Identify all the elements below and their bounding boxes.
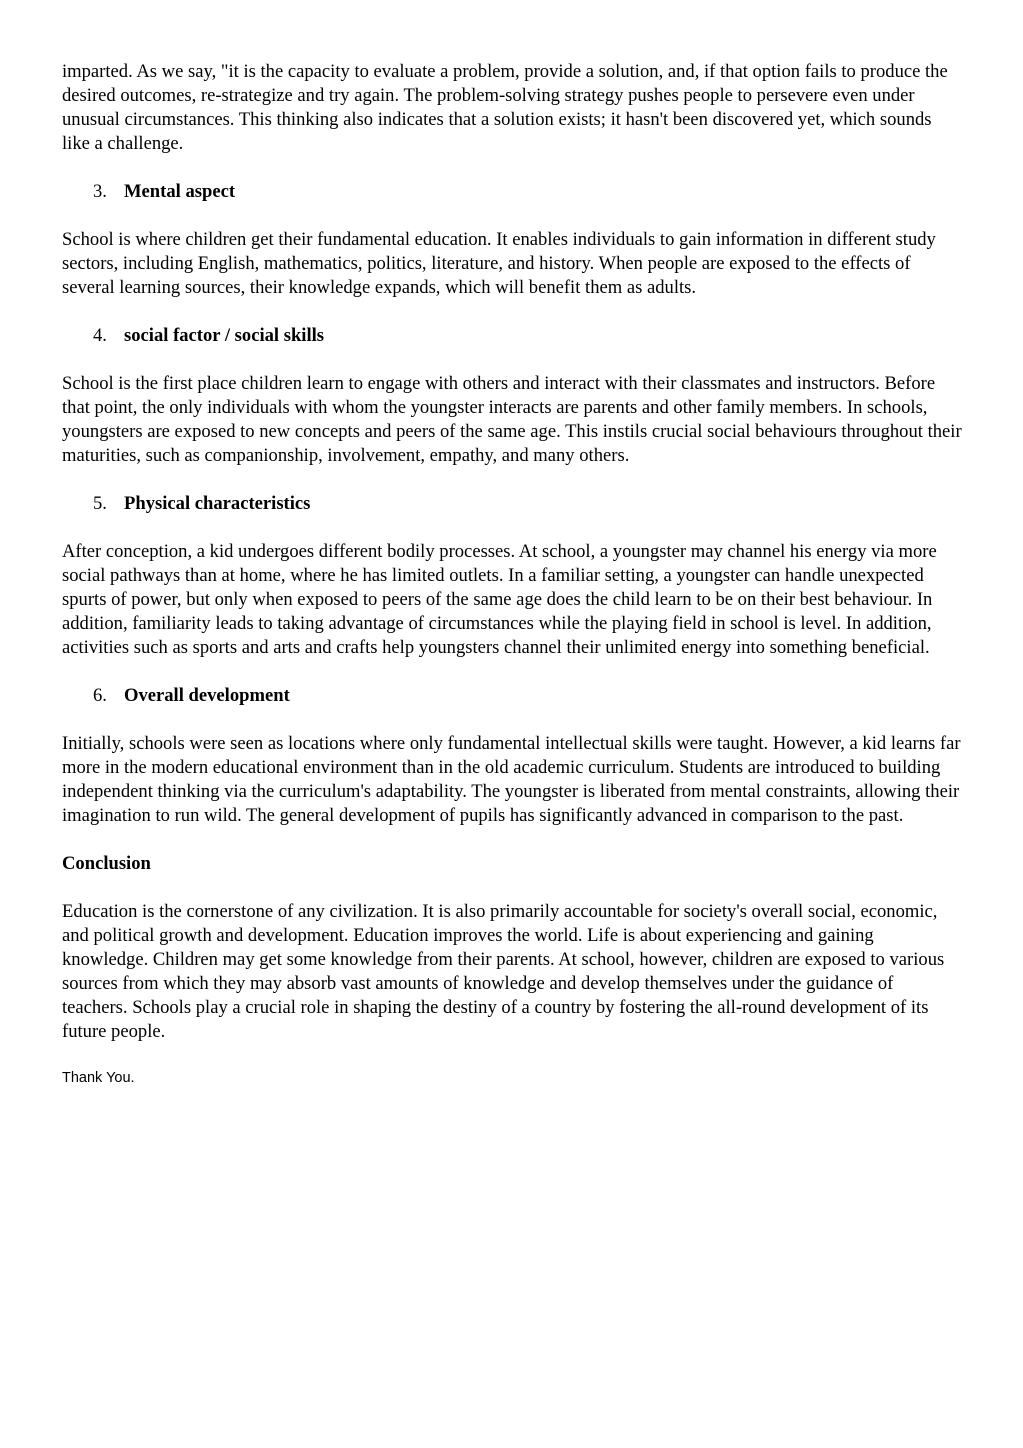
conclusion-heading: Conclusion (62, 853, 151, 874)
section-number: 5. (93, 493, 107, 514)
section-heading-overall-development (62, 684, 962, 708)
section-number: 4. (93, 325, 107, 346)
section-heading-social-skills (62, 324, 962, 348)
section-body-physical-characteristics: After conception, a kid undergoes different bodily processes. At school, a youngster may channel his energy via more social pathways than at home, where he has limited outlets. In a familiar setting, a youngster can handle unexpected spurts of power, but only when exposed to peers of the same age does the child learn to be on their best behaviour. In addition, familiarity leads to taking advantage of circumstances while the playing field in school is level. In addition, activities such as sports and arts and crafts help youngsters channel their unlimited energy into something beneficial. (62, 541, 937, 658)
intro-paragraph: imparted. As we say, "it is the capacity to evaluate a problem, provide a solution, and, if that option fails to produce the desired outcomes, re-strategize and try again. The problem-solving strategy pushes people to persevere even under unusual circumstances. This thinking also indicates that a solution exists; it hasn't been discovered yet, which sounds like a challenge. (62, 61, 948, 154)
section-title: Overall development (124, 685, 290, 706)
section-heading-physical-characteristics (62, 492, 962, 516)
conclusion-body: Education is the cornerstone of any civilization. It is also primarily accountable for society's overall social, economic, and political growth and development. Education improves the world. Life is about experiencing and gaining knowledge. Children may get some knowledge from their parents. At school, however, children are exposed to various sources from which they may absorb vast amounts of knowledge and develop themselves under the guidance of teachers. Schools play a crucial role in shaping the destiny of a country by fostering the all-round development of its future people. (62, 901, 945, 1042)
section-number: 6. (93, 685, 107, 706)
section-title: social factor / social skills (124, 325, 325, 346)
closing-text: Thank You. (62, 1070, 135, 1086)
section-heading-mental-aspect (62, 180, 962, 204)
document-page (62, 60, 962, 1088)
section-body-mental-aspect: School is where children get their fundamental education. It enables individuals to gain information in different study sectors, including English, mathematics, politics, literature, and history. When people are exposed to the effects of several learning sources, their knowledge expands, which will benefit them as adults. (62, 229, 936, 298)
section-title: Physical characteristics (124, 493, 311, 514)
section-number: 3. (93, 181, 107, 202)
section-body-overall-development: Initially, schools were seen as locations where only fundamental intellectual skills were taught. However, a kid learns far more in the modern educational environment than in the old academic curriculum. Students are introduced to building independent thinking via the curriculum's adaptability. The youngster is liberated from mental constraints, allowing their imagination to run wild. The general development of pupils has significantly advanced in comparison to the past. (62, 733, 961, 826)
section-body-social-skills: School is the first place children learn to engage with others and interact with their classmates and instructors. Before that point, the only individuals with whom the youngster interacts are parents and other family members. In schools, youngsters are exposed to new concepts and peers of the same age. This instils crucial social behaviours throughout their maturities, such as companionship, involvement, empathy, and many others. (62, 373, 962, 466)
section-title: Mental aspect (124, 181, 236, 202)
